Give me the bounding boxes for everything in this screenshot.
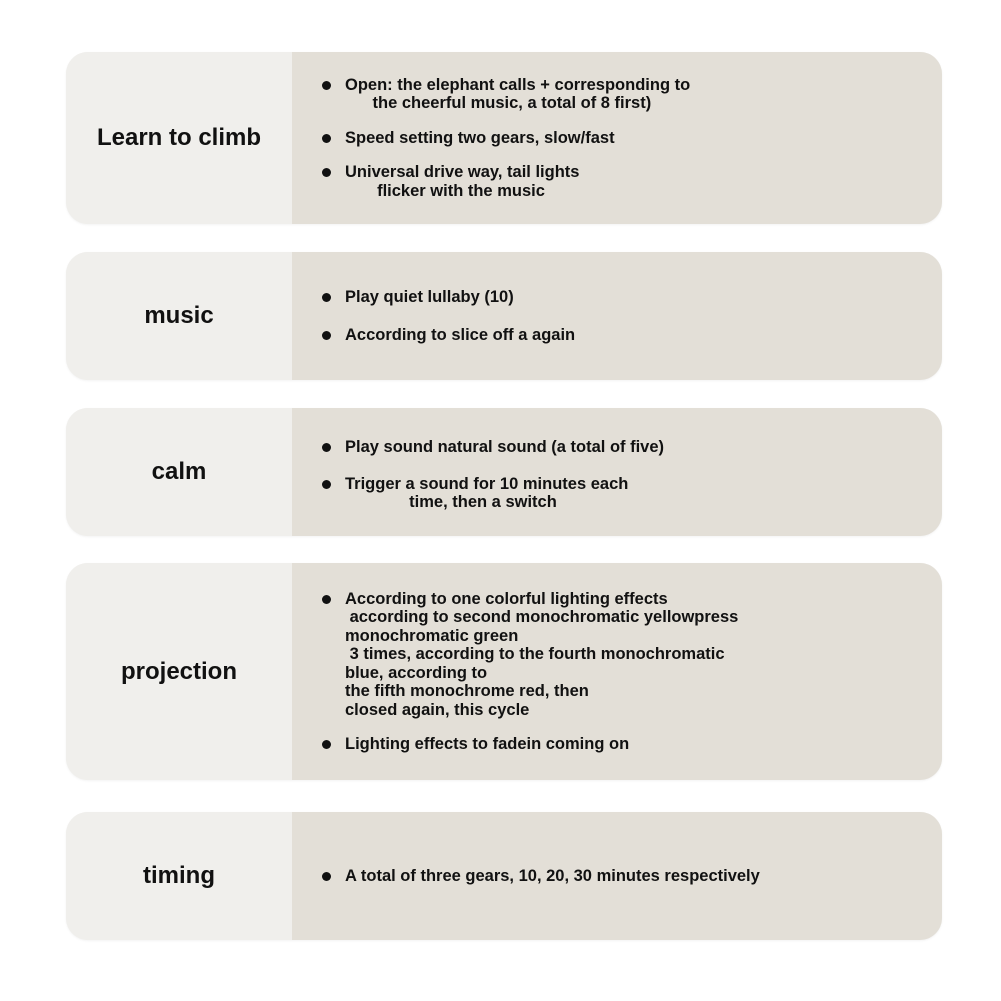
section-content <box>292 408 942 536</box>
section-title: timing <box>66 812 292 940</box>
list-item: Play sound natural sound (a total of five) <box>322 438 942 457</box>
list-item: Lighting effects to fadein coming on <box>322 735 942 754</box>
section-content <box>292 52 942 224</box>
section-content <box>292 252 942 380</box>
section-title: projection <box>66 563 292 780</box>
section-title: music <box>66 252 292 380</box>
bullet-icon <box>322 81 331 90</box>
section-content <box>292 812 942 940</box>
list-item: Trigger a sound for 10 minutes each time, then a switch <box>322 475 942 512</box>
section-content <box>292 563 942 780</box>
bullet-icon <box>322 168 331 177</box>
list-item: A total of three gears, 10, 20, 30 minutes respectively <box>322 867 942 886</box>
section-calm <box>66 408 942 536</box>
list-item: According to slice off a again <box>322 326 942 345</box>
bullet-icon <box>322 740 331 749</box>
bullet-icon <box>322 293 331 302</box>
bullet-icon <box>322 872 331 881</box>
section-music <box>66 252 942 380</box>
list-item: According to one colorful lighting effects according to second monochromatic yellowpress monochromatic green 3 times, according to the fourth monochromatic blue, according to the fifth monochrome red, then closed again, this cycle <box>322 590 942 720</box>
list-item: Speed setting two gears, slow/fast <box>322 129 942 148</box>
section-title: Learn to climb <box>66 52 292 224</box>
list-item: Open: the elephant calls + corresponding to the cheerful music, a total of 8 first) <box>322 76 942 113</box>
bullet-icon <box>322 443 331 452</box>
bullet-icon <box>322 134 331 143</box>
bullet-icon <box>322 480 331 489</box>
section-learn-to-climb <box>66 52 942 224</box>
list-item: Universal drive way, tail lights flicker with the music <box>322 163 942 200</box>
bullet-icon <box>322 331 331 340</box>
section-title: calm <box>66 408 292 536</box>
bullet-icon <box>322 595 331 604</box>
section-projection <box>66 563 942 780</box>
list-item: Play quiet lullaby (10) <box>322 288 942 307</box>
section-timing <box>66 812 942 940</box>
